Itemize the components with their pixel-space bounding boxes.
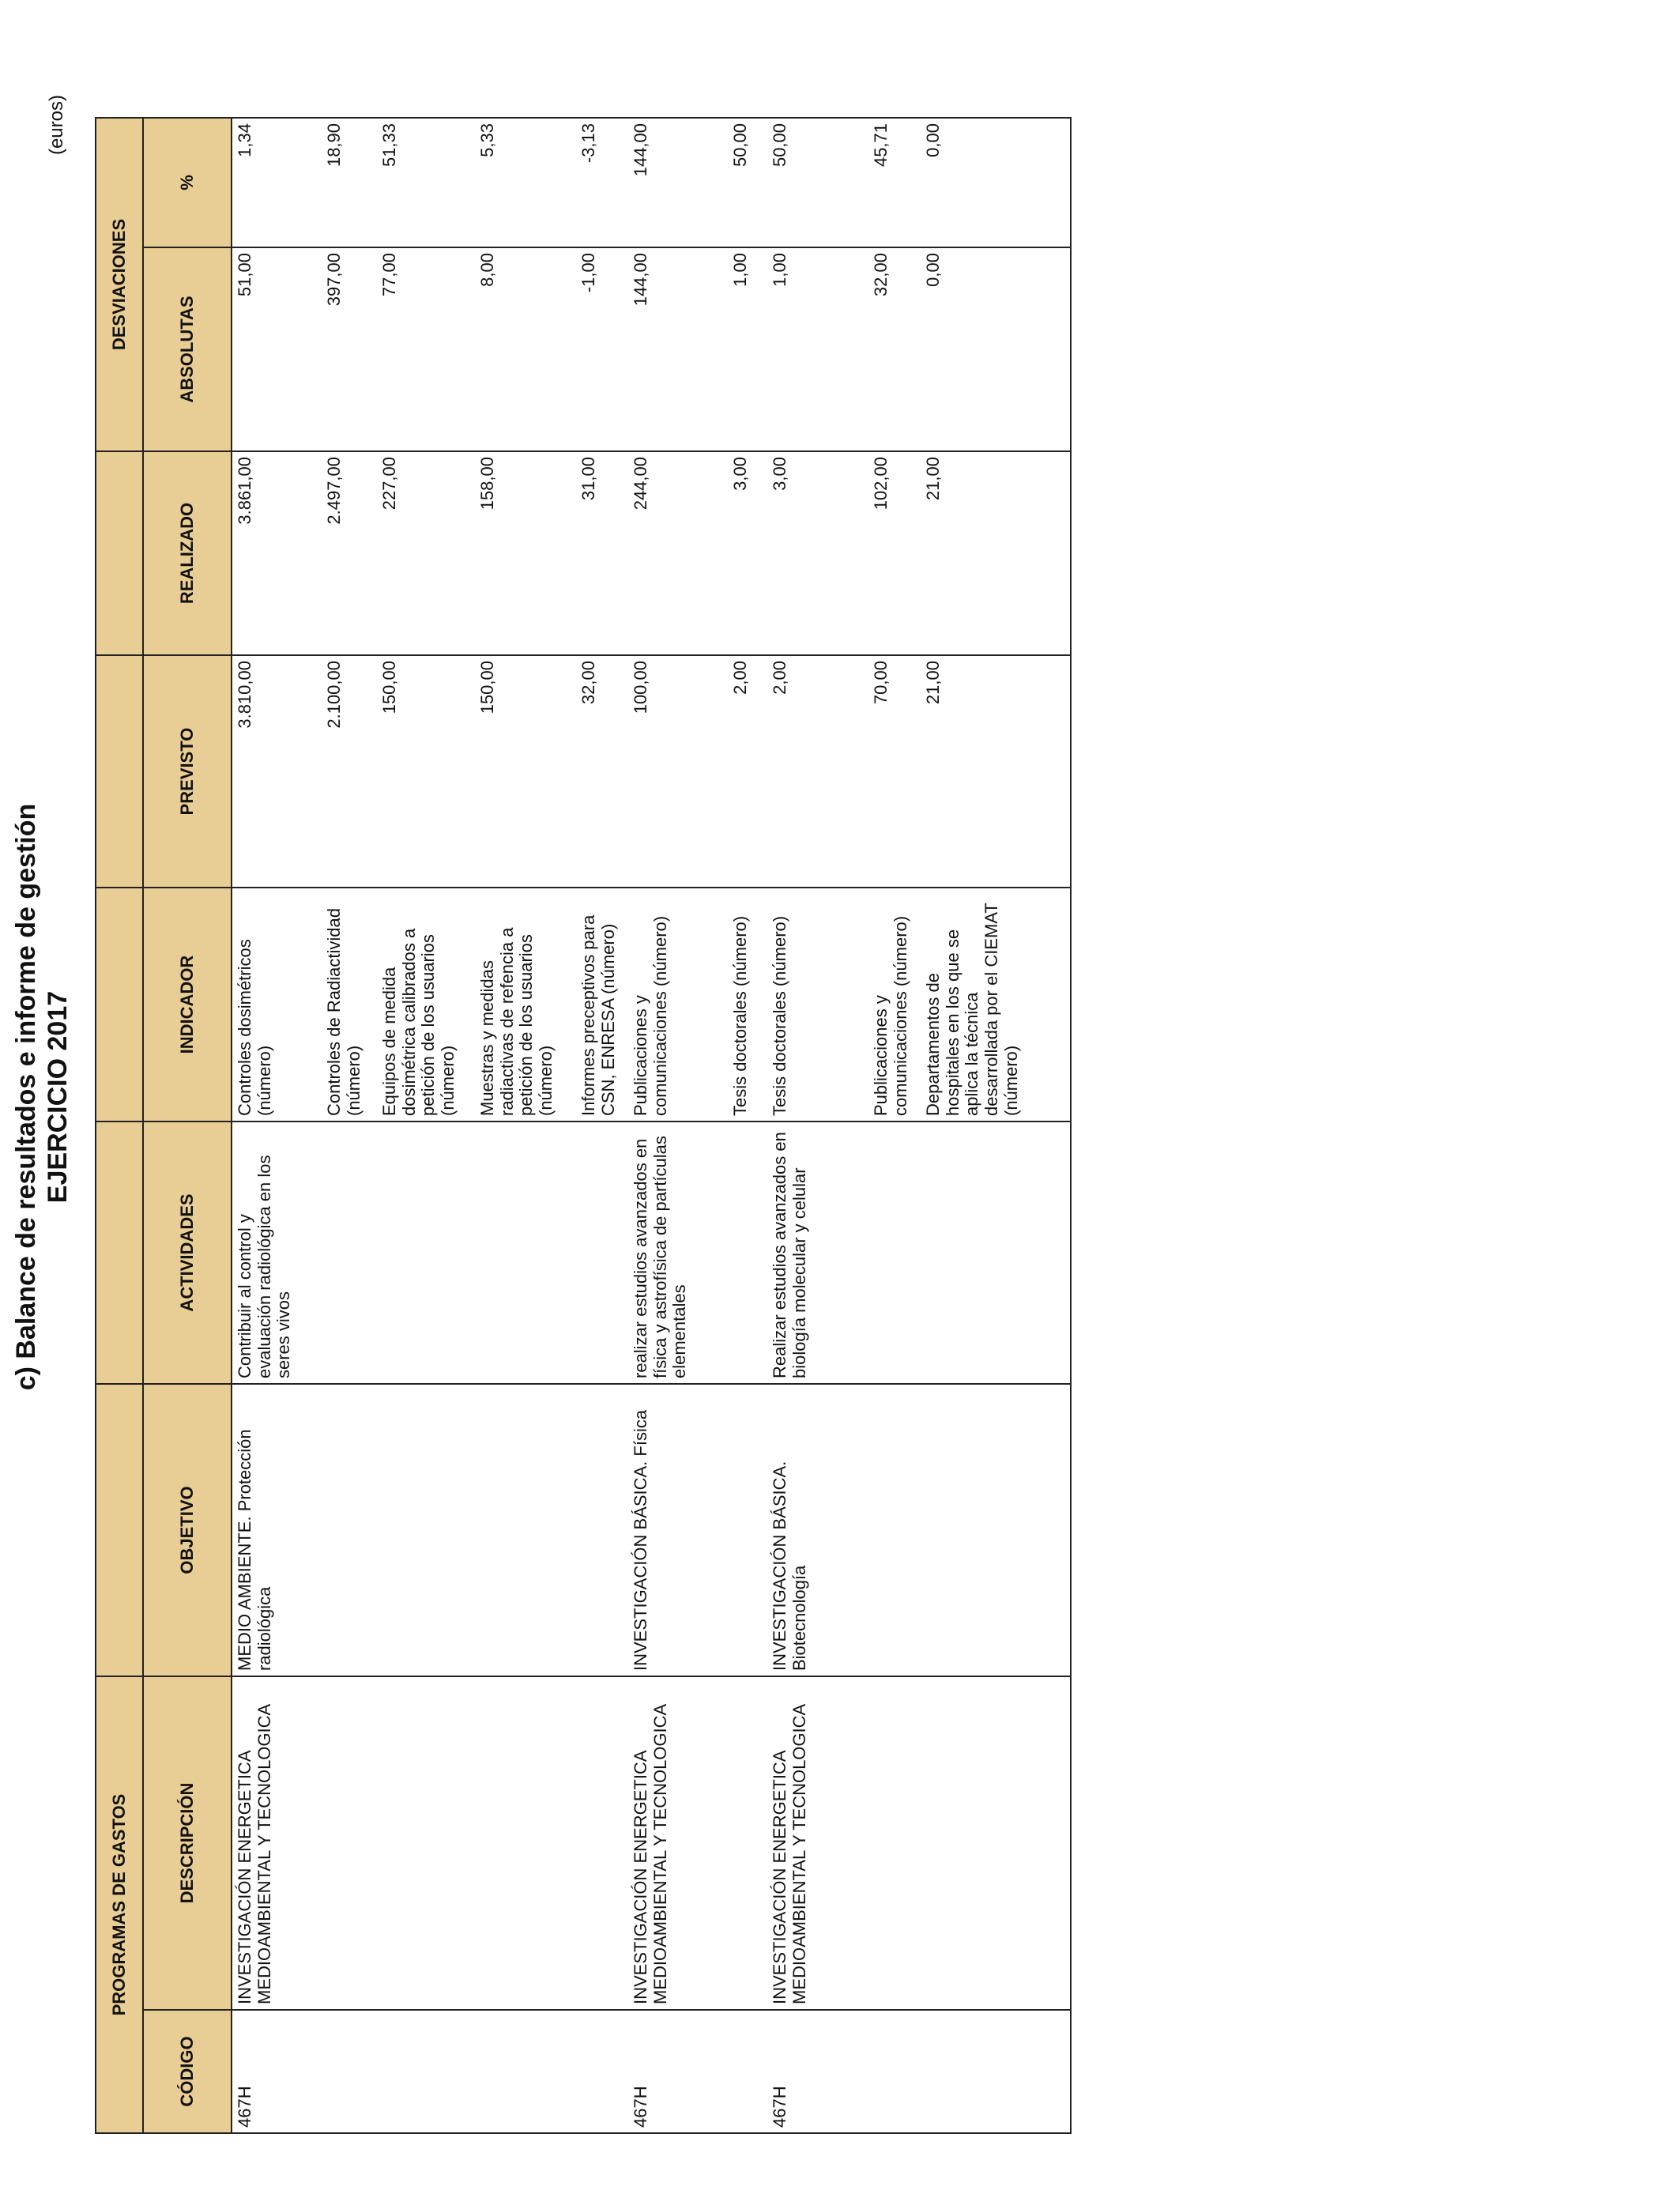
cell-actividades (322, 1122, 377, 1384)
cell-descripcion: INVESTIGACIÓN ENERGETICA MEDIOAMBIENTAL Y TECNOLOGICA (767, 1676, 868, 2010)
cell-objetivo (868, 1384, 921, 1676)
cell-codigo: 467H (767, 2010, 868, 2133)
cell-absolutas: 397,00 (322, 247, 377, 451)
cell-indicador: Departamentos de hospitales en los que se aplica la técnica desarrollada por el CIEMAT (número) (921, 888, 1071, 1122)
table-row (767, 118, 868, 2133)
cell-realizado: 158,00 (475, 451, 576, 655)
cell-previsto: 2,00 (728, 655, 767, 888)
header-codigo: CÓDIGO (143, 2010, 232, 2133)
cell-indicador: Tesis doctorales (número) (728, 888, 767, 1122)
cell-objetivo (475, 1384, 576, 1676)
cell-porcentaje: 18,90 (322, 118, 377, 247)
cell-realizado: 227,00 (377, 451, 475, 655)
cell-porcentaje: 50,00 (728, 118, 767, 247)
header-actividades: ACTIVIDADES (143, 1122, 232, 1384)
cell-descripcion (475, 1676, 576, 2010)
cell-objetivo (921, 1384, 1071, 1676)
results-table (95, 117, 1072, 2134)
cell-codigo (475, 2010, 576, 2133)
cell-codigo (322, 2010, 377, 2133)
cell-porcentaje: 50,00 (767, 118, 868, 247)
table-row (628, 118, 728, 2133)
cell-previsto: 2,00 (767, 655, 868, 888)
cell-indicador: Publicaciones y comunicaciones (número) (868, 888, 921, 1122)
cell-absolutas: 77,00 (377, 247, 475, 451)
cell-actividades (728, 1122, 767, 1384)
cell-absolutas: -1,00 (576, 247, 628, 451)
cell-absolutas: 144,00 (628, 247, 728, 451)
table-row (868, 118, 921, 2133)
cell-previsto: 150,00 (377, 655, 475, 888)
cell-indicador: Controles de Radiactividad (número) (322, 888, 377, 1122)
cell-indicador: Muestras y medidas radiactivas de refencia a petición de los usuarios (número) (475, 888, 576, 1122)
cell-descripcion: INVESTIGACIÓN ENERGETICA MEDIOAMBIENTAL Y TECNOLOGICA (628, 1676, 728, 2010)
table-row (475, 118, 576, 2133)
cell-objetivo (576, 1384, 628, 1676)
cell-realizado: 3.861,00 (232, 451, 322, 655)
cell-previsto: 70,00 (868, 655, 921, 888)
cell-actividades (576, 1122, 628, 1384)
cell-previsto: 3.810,00 (232, 655, 322, 888)
cell-actividades (475, 1122, 576, 1384)
cell-codigo: 467H (628, 2010, 728, 2133)
cell-descripcion (921, 1676, 1071, 2010)
cell-actividades (377, 1122, 475, 1384)
cell-codigo (576, 2010, 628, 2133)
cell-realizado: 3,00 (728, 451, 767, 655)
table-row (728, 118, 767, 2133)
page-subtitle: EJERCICIO 2017 (43, 990, 73, 1204)
cell-actividades: Contribuir al control y evaluación radiológica en los seres vivos (232, 1122, 322, 1384)
cell-porcentaje: -3,13 (576, 118, 628, 247)
cell-descripcion (576, 1676, 628, 2010)
cell-objetivo: MEDIO AMBIENTE. Protección radiológica (232, 1384, 322, 1676)
header-spacer-realizado (96, 451, 143, 655)
table-row (322, 118, 377, 2133)
cell-absolutas: 51,00 (232, 247, 322, 451)
header-realizado: REALIZADO (143, 451, 232, 655)
cell-descripcion (868, 1676, 921, 2010)
cell-porcentaje: 144,00 (628, 118, 728, 247)
cell-absolutas: 0,00 (921, 247, 1071, 451)
cell-actividades (868, 1122, 921, 1384)
header-indicador: INDICADOR (143, 888, 232, 1122)
header-spacer-indicador (96, 888, 143, 1122)
units-label: (euros) (46, 95, 67, 156)
cell-descripcion (322, 1676, 377, 2010)
table-row (921, 118, 1071, 2133)
cell-codigo (377, 2010, 475, 2133)
cell-porcentaje: 5,33 (475, 118, 576, 247)
cell-codigo (868, 2010, 921, 2133)
cell-objetivo (322, 1384, 377, 1676)
cell-absolutas: 1,00 (728, 247, 767, 451)
cell-porcentaje: 0,00 (921, 118, 1071, 247)
cell-absolutas: 1,00 (767, 247, 868, 451)
table-row (232, 118, 322, 2133)
cell-codigo (921, 2010, 1071, 2133)
table-row (576, 118, 628, 2133)
header-programas-de-gastos: PROGRAMAS DE GASTOS (96, 1676, 143, 2133)
cell-indicador: Publicaciones y comunicaciones (número) (628, 888, 728, 1122)
cell-previsto: 21,00 (921, 655, 1071, 888)
header-spacer-actividades (96, 1122, 143, 1384)
header-objetivo: OBJETIVO (143, 1384, 232, 1676)
cell-indicador: Informes preceptivos para CSN, ENRESA (número) (576, 888, 628, 1122)
cell-objetivo (728, 1384, 767, 1676)
cell-porcentaje: 51,33 (377, 118, 475, 247)
cell-objetivo: INVESTIGACIÓN BÁSICA. Física (628, 1384, 728, 1676)
cell-realizado: 102,00 (868, 451, 921, 655)
cell-porcentaje: 1,34 (232, 118, 322, 247)
cell-objetivo (377, 1384, 475, 1676)
header-desviaciones: DESVIACIONES (96, 118, 143, 451)
cell-objetivo: INVESTIGACIÓN BÁSICA. Biotecnología (767, 1384, 868, 1676)
header-previsto: PREVISTO (143, 655, 232, 888)
cell-realizado: 21,00 (921, 451, 1071, 655)
header-spacer-objetivo (96, 1384, 143, 1676)
cell-actividades: Realizar estudios avanzados en biología molecular y celular (767, 1122, 868, 1384)
cell-previsto: 2.100,00 (322, 655, 377, 888)
cell-previsto: 32,00 (576, 655, 628, 888)
cell-realizado: 2.497,00 (322, 451, 377, 655)
cell-actividades (921, 1122, 1071, 1384)
header-absolutas: ABSOLUTAS (143, 247, 232, 451)
header-descripcion: DESCRIPCIÓN (143, 1676, 232, 2010)
cell-descripcion (728, 1676, 767, 2010)
cell-realizado: 31,00 (576, 451, 628, 655)
cell-previsto: 150,00 (475, 655, 576, 888)
cell-descripcion: INVESTIGACIÓN ENERGETICA MEDIOAMBIENTAL Y TECNOLOGICA (232, 1676, 322, 2010)
cell-absolutas: 8,00 (475, 247, 576, 451)
table-row (377, 118, 475, 2133)
cell-previsto: 100,00 (628, 655, 728, 888)
cell-descripcion (377, 1676, 475, 2010)
cell-realizado: 244,00 (628, 451, 728, 655)
cell-actividades: realizar estudios avanzados en física y astrofísica de partículas elementales (628, 1122, 728, 1384)
cell-indicador: Equipos de medida dosimétrica calibrados a petición de los usuarios (número) (377, 888, 475, 1122)
page-title: c) Balance de resultados e informe de gestión (11, 803, 41, 1391)
cell-indicador: Tesis doctorales (número) (767, 888, 868, 1122)
cell-codigo (728, 2010, 767, 2133)
cell-indicador: Controles dosimétricos (número) (232, 888, 322, 1122)
cell-absolutas: 32,00 (868, 247, 921, 451)
cell-codigo: 467H (232, 2010, 322, 2133)
cell-porcentaje: 45,71 (868, 118, 921, 247)
cell-realizado: 3,00 (767, 451, 868, 655)
header-spacer-previsto (96, 655, 143, 888)
header-porcentaje: % (143, 118, 232, 247)
